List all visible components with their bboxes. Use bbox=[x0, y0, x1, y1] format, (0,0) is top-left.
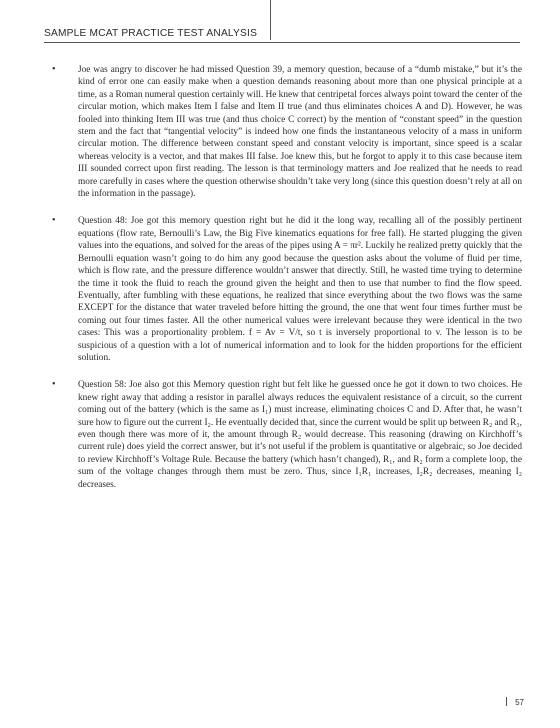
bullet-icon: • bbox=[52, 64, 56, 75]
list-item bbox=[44, 215, 522, 364]
list-item bbox=[44, 379, 522, 491]
paragraph-question-48: Question 48: Joe got this memory question right but he did it the long way, recalling all of the possibly pertinent equations (flow rate, Bernoulli’s Law, the Big Five kinematics equations for free fall). He started plugging the given values into the equations, and solved for the areas of the pipes using A = πr². Luckily he realized pretty quickly that the Bernoulli equation wasn’t going to do him any good because the question asks about the volume of fluid per time, which is flow rate, and the pressure difference wouldn’t answer that directly. Still, he wasted time trying to determine the time it took the fluid to reach the ground given the height and then to use that number to find the flow speed. Eventually, after fumbling with these equations, he realized that since everything about the two flows was the same EXCEPT for the distance that water traveled before hitting the ground, the one that went four times further must be coming out four times faster. All the other numerical values were irrelevant because they were identical in the two cases: This was a proportionality problem. f = Av = V/t, so t is inversely proportional to v. The lesson is to be suspicious of a question with a lot of numerical information and to look for the hidden proportions for the efficient solution. bbox=[78, 216, 522, 363]
running-header: SAMPLE MCAT PRACTICE TEST ANALYSIS bbox=[44, 28, 258, 39]
header-vertical-rule bbox=[270, 0, 271, 40]
footer-divider bbox=[506, 697, 507, 706]
page-footer bbox=[506, 697, 524, 707]
header-rule bbox=[44, 42, 520, 43]
page-number: 57 bbox=[515, 698, 524, 707]
paragraph-question-58: Question 58: Joe also got this Memory question right but felt like he guessed once he got it down to two choices. He knew right away that adding a resistor in parallel always reduces the equivalent resistance of a circuit, so the current coming out of the battery (which is the same as I₁) must increase, eliminating choices C and D. After that, he wasn’t sure how to figure out the current I₂. He eventually decided that, since the current would be split up between R₂ and R₃, even though there was more of it, the amount through R₂ would decrease. This reasoning (drawing on Kirchhoff’s current rule) does yield the correct answer, but it’s not useful if the problem is quantitative or algebraic, so Joe decided to review Kirchhoff’s Voltage Rule. Because the battery (which hasn’t changed), R₁, and R₂ form a complete loop, the sum of the voltage changes through them must be zero. Thus, since I₁R₁ increases, I₂R₂ decreases, meaning I₂ decreases. bbox=[78, 380, 522, 490]
body-content bbox=[44, 64, 522, 506]
paragraph-question-39: Joe was angry to discover he had missed Question 39, a memory question, because of a “dumb mistake,” but it’s the kind of error one can easily make when a question demands reasoning about more than one physical principle at a time, as a Roman numeral question certainly will. He knew that centripetal forces always point toward the center of the circular motion, which makes Item I false and Item II true (and thus eliminates choices A and D). However, he was fooled into thinking Item III was true (and thus choice C correct) by the mention of “constant speed” in the question stem and the fact that “tangential velocity” is indeed how one finds the instantaneous velocity of a mass in uniform circular motion. The difference between constant speed and constant velocity is important, since speed is a scalar whereas velocity is a vector, and that makes III false. Joe knew this, but he forgot to apply it to this case because item III sounded correct upon first reading. The lesson is that terminology matters and Joe realized that he needs to read more carefully in cases where the question otherwise shouldn’t take very long (since this question doesn’t rely at all on the information in the passage). bbox=[78, 65, 522, 200]
bullet-icon: • bbox=[52, 379, 56, 391]
bullet-icon: • bbox=[52, 215, 56, 227]
list-item bbox=[44, 64, 522, 200]
